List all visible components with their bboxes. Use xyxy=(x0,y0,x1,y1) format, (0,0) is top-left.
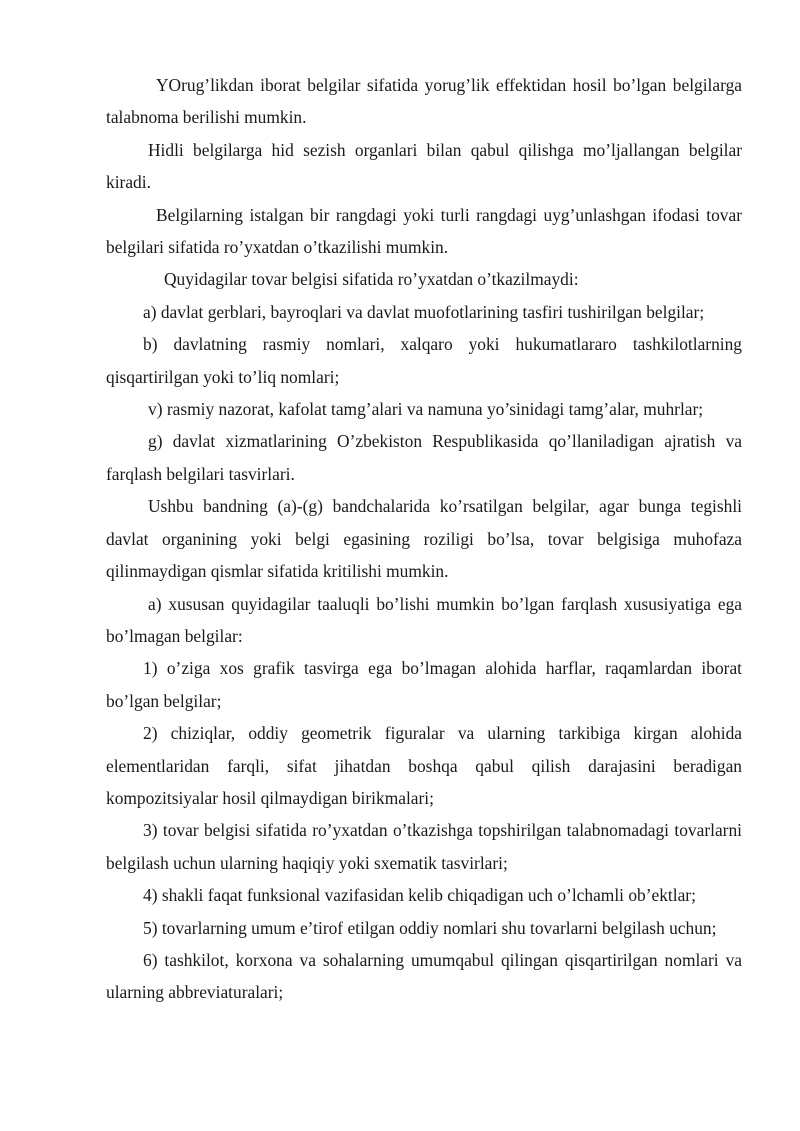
paragraph-consent: Ushbu bandning (a)-(g) bandchalarida ko’rsatilgan belgilar, agar bunga tegishli davlat organining yoki belgi egasining roziligi bo’lsa, tovar belgisiga muhofaza qilinmaydigan qismlar sifatida kritilishi mumkin. xyxy=(106,496,742,582)
numbered-item-2: 2) chiziqlar, oddiy geometrik figuralar va ularning tarkibiga kirgan alohida elementlaridan farqli, sifat jihatdan boshqa qabul qilish darajasini beradigan kompozitsiyalar hosil qilmaydigan birikmalari; xyxy=(106,723,742,808)
document-body xyxy=(106,69,742,1009)
paragraph-light-signs: YOrug’likdan iborat belgilar sifatida yorug’lik effektidan hosil bo’lgan belgilarga talabnoma berilishi mumkin. xyxy=(106,75,742,128)
paragraph-non-distinctive: a) xususan quyidagilar taaluqli bo’lishi mumkin bo’lgan farqlash xususiyatiga ega bo’lmagan belgilar: xyxy=(106,593,742,646)
list-item-a: a) davlat gerblari, bayroqlari va davlat muofotlarining tasfiri tushirilgan belgilar; xyxy=(143,301,705,322)
numbered-item-3: 3) tovar belgisi sifatida ro’yxatdan o’tkazishga topshirilgan talabnomadagi tovarlarni belgilash uchun ularning haqiqiy yoki sxematik tasvirlari; xyxy=(106,820,742,873)
list-item-b: b) davlatning rasmiy nomlari, xalqaro yoki hukumatlararo tashkilotlarning qisqartirilgan yoki to’liq nomlari; xyxy=(106,334,742,387)
paragraph-color-signs: Belgilarning istalgan bir rangdagi yoki turli rangdagi uyg’unlashgan ifodasi tovar belgilari sifatida ro’yxatdan o’tkazilishi mumkin. xyxy=(106,204,742,258)
numbered-item-5: 5) tovarlarning umum e’tirof etilgan oddiy nomlari shu tovarlarni belgilash uchun; xyxy=(143,917,717,938)
list-item-g: g) davlat xizmatlarining O’zbekiston Respublikasida qo’llaniladigan ajratish va farqlash belgilari tasvirlari. xyxy=(106,431,742,484)
numbered-item-4: 4) shakli faqat funksional vazifasidan kelib chiqadigan uch o’lchamli ob’ektlar; xyxy=(143,885,696,906)
list-item-v: v) rasmiy nazorat, kafolat tamg’alari va namuna yo’sinidagi tamg’alar, muhrlar; xyxy=(148,399,704,420)
numbered-item-6: 6) tashkilot, korxona va sohalarning umumqabul qilingan qisqartirilgan nomlari va ularning abbreviaturalari; xyxy=(106,949,742,1003)
numbered-item-1: 1) o’ziga xos grafik tasvirga ega bo’lmagan alohida harflar, raqamlardan iborat bo’lgan belgilar; xyxy=(106,658,742,711)
paragraph-scent-signs: Hidli belgilarga hid sezish organlari bilan qabul qilishga mo’ljallangan belgilar kiradi. xyxy=(106,139,742,193)
paragraph-not-registered-intro: Quyidagilar tovar belgisi sifatida ro’yxatdan o’tkazilmaydi: xyxy=(164,269,579,290)
